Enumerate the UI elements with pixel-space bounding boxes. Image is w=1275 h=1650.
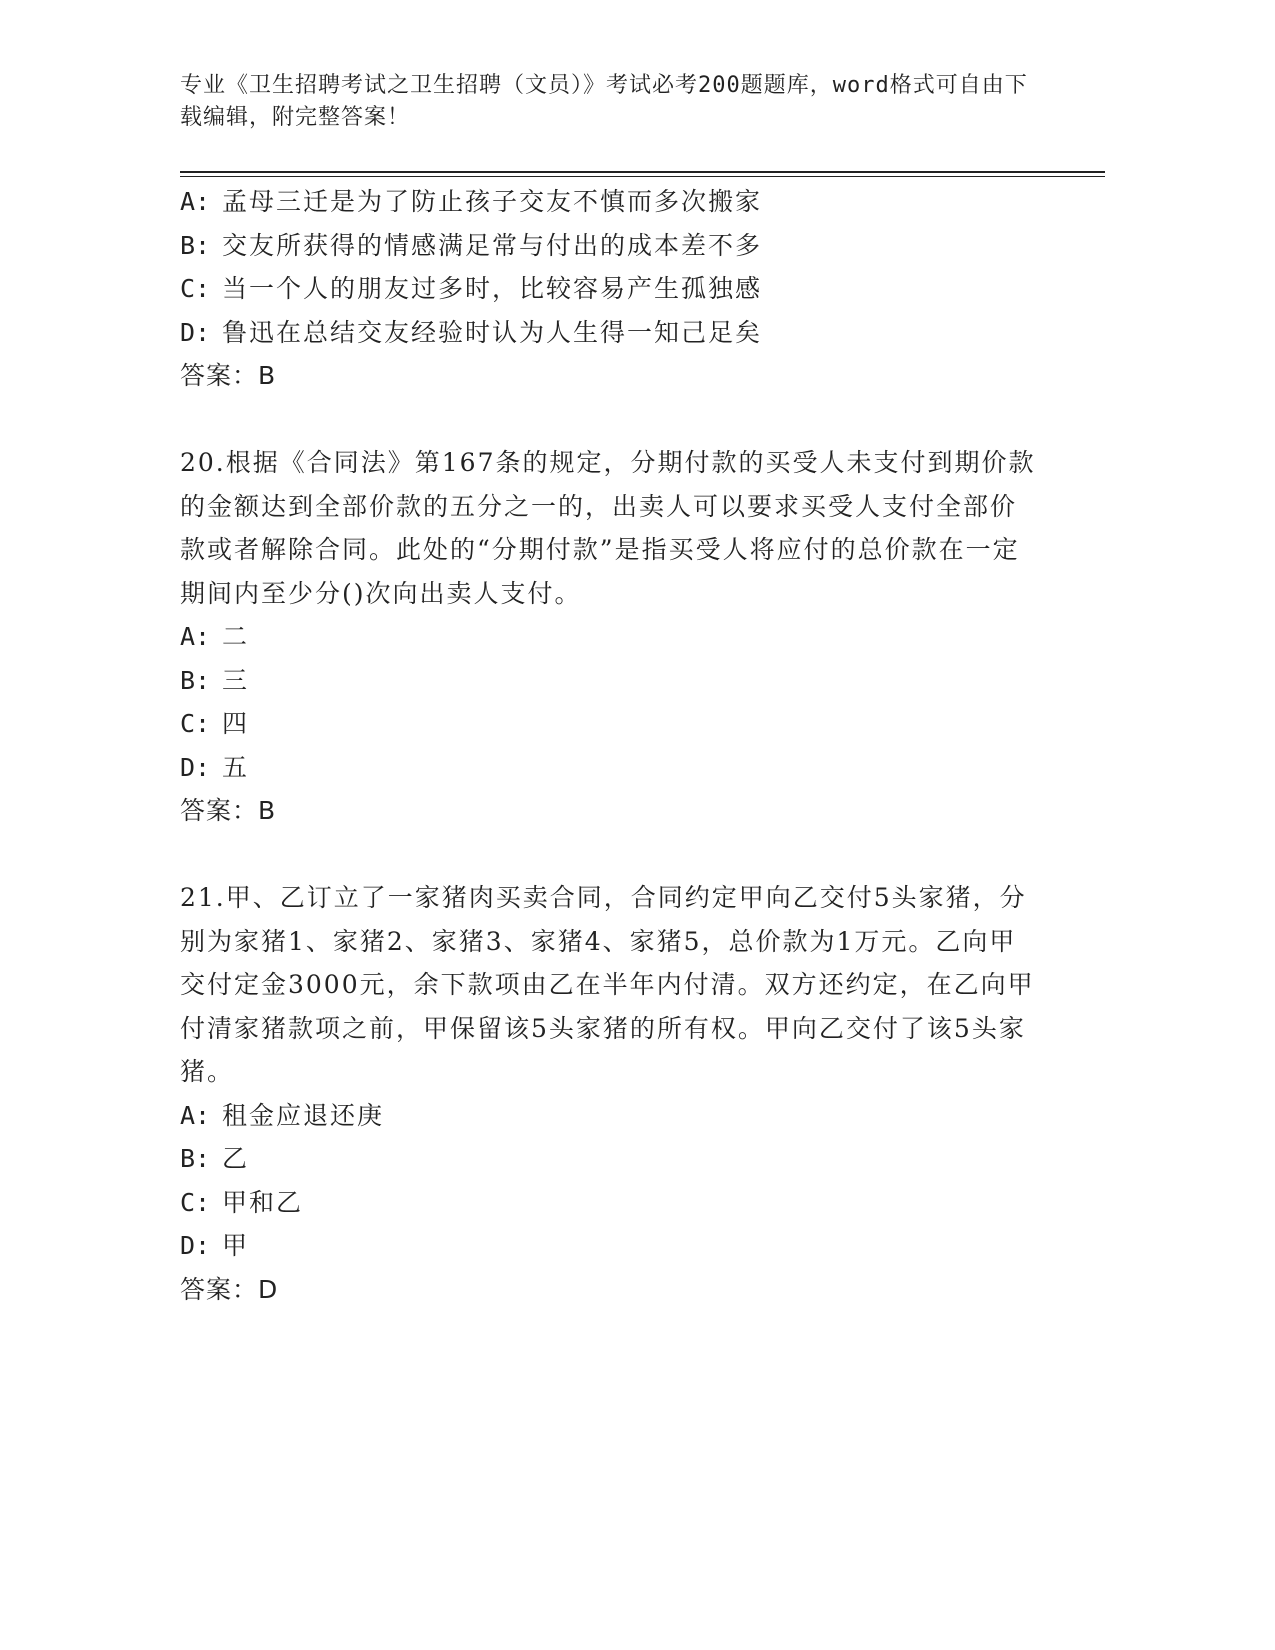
question-21-text: 21.甲、乙订立了一家猪肉买卖合同，合同约定甲向乙交付5头家猪，分别为家猪1、家猪2、家猪3、家猪4、家猪5，总价款为1万元。乙向甲交付定金3000元，余下款项由乙在半年内付清。双方还约定，在乙向甲付清家猪款项之前，甲保留该5头家猪的所有权。甲向乙交付了该5头家猪。 [180, 883, 1035, 1086]
document-header: 专业《卫生招聘考试之卫生招聘（文员）》考试必考200题题库，word格式可自由下载编辑，附完整答案！ [180, 73, 1028, 130]
spacer [180, 398, 1040, 441]
option-c [180, 1181, 1040, 1225]
option-c [180, 267, 1040, 311]
option-text: 五 [222, 752, 250, 782]
option-text: 四 [222, 709, 250, 738]
option-letter: C: [180, 709, 211, 738]
question-20 [180, 441, 1040, 833]
option-text: 鲁迅在总结交友经验时认为人生得一知己足矣 [222, 317, 763, 347]
option-a [180, 1094, 1040, 1138]
option-b [180, 224, 1040, 268]
option-letter: A: [180, 622, 211, 651]
option-text: 租金应退还庚 [222, 1100, 385, 1130]
option-text: 甲和乙 [222, 1187, 304, 1217]
option-text: 当一个人的朋友过多时，比较容易产生孤独感 [222, 274, 763, 303]
answer-20: 答案：B [180, 796, 277, 825]
option-letter: B: [180, 665, 211, 695]
option-text: 交友所获得的情感满足常与付出的成本差不多 [222, 230, 763, 260]
option-a [180, 615, 1040, 659]
option-text: 乙 [222, 1144, 250, 1173]
question-19-options [180, 180, 1040, 398]
option-letter: D: [180, 317, 211, 347]
option-letter: A: [180, 187, 211, 216]
option-letter: C: [180, 1187, 211, 1217]
option-text: 孟母三迁是为了防止孩子交友不慎而多次搬家 [222, 187, 763, 216]
option-letter: B: [180, 1144, 211, 1173]
option-a [180, 180, 1040, 224]
option-d [180, 311, 1040, 355]
question-21 [180, 876, 1040, 1312]
option-letter: C: [180, 274, 211, 303]
header-divider-thick [180, 171, 1105, 173]
option-letter: B: [180, 230, 211, 260]
option-letter: D: [180, 1231, 211, 1260]
option-text: 二 [222, 622, 250, 651]
option-letter: A: [180, 1100, 211, 1130]
option-b [180, 659, 1040, 703]
spacer [180, 833, 1040, 876]
option-d [180, 1224, 1040, 1268]
option-b [180, 1137, 1040, 1181]
answer-19: 答案：B [180, 361, 277, 390]
option-c [180, 702, 1040, 746]
option-text: 三 [222, 665, 250, 695]
question-20-text: 20.根据《合同法》第167条的规定，分期付款的买受人未支付到期价款的金额达到全部价款的五分之一的，出卖人可以要求买受人支付全部价款或者解除合同。此处的“分期付款”是指买受人将应付的总价款在一定期间内至少分()次向出卖人支付。 [180, 448, 1036, 608]
answer-21: 答案：D [180, 1274, 279, 1304]
document-body [180, 180, 1040, 1312]
option-letter: D: [180, 752, 211, 782]
header-divider-thin [180, 176, 1105, 177]
option-d [180, 746, 1040, 790]
option-text: 甲 [222, 1231, 250, 1260]
